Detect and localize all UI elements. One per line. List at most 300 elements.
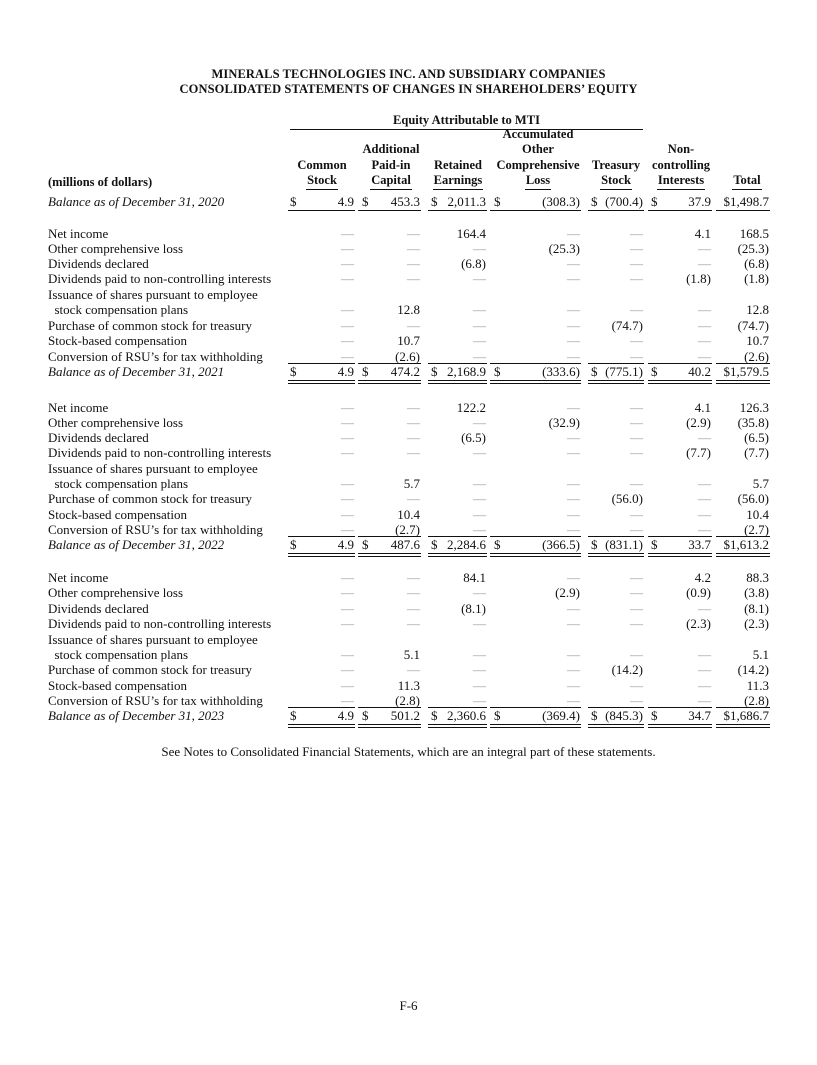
statement-company-title: MINERALS TECHNOLOGIES INC. AND SUBSIDIARY COMPANIES	[211, 67, 606, 81]
total-double-rule	[588, 210, 644, 211]
table-cell: (775.1)	[605, 364, 643, 379]
table-cell: —	[567, 678, 580, 693]
table-cell: (2.6)	[395, 349, 420, 364]
table-cell: —	[630, 226, 643, 241]
table-cell: —	[567, 601, 580, 616]
table-cell: 2,360.6	[447, 708, 486, 723]
table-cell: —	[630, 476, 643, 491]
currency-sign: $	[651, 708, 658, 723]
subtotal-rule	[428, 707, 487, 708]
total-double-rule	[428, 210, 487, 211]
subtotal-rule	[648, 363, 712, 364]
table-cell: (7.7)	[686, 445, 711, 460]
currency-sign: $	[494, 537, 501, 552]
table-cell: —	[630, 522, 643, 537]
balance-row-label: Balance as of December 31, 2023	[48, 708, 225, 723]
currency-sign: $	[591, 194, 598, 209]
table-cell: —	[698, 522, 711, 537]
table-cell: —	[407, 271, 420, 286]
total-double-rule	[490, 210, 581, 211]
table-cell: —	[567, 522, 580, 537]
table-cell: —	[698, 507, 711, 522]
table-cell: —	[698, 256, 711, 271]
subtotal-rule	[428, 536, 487, 537]
row-label: Dividends paid to non-controlling interests	[48, 616, 272, 631]
table-cell: —	[567, 226, 580, 241]
table-cell: —	[341, 241, 354, 256]
table-cell: $1,579.5	[723, 364, 769, 379]
table-cell: —	[473, 616, 486, 631]
currency-sign: $	[362, 537, 369, 552]
table-cell: 2,284.6	[447, 537, 486, 552]
total-double-rule	[716, 724, 770, 728]
table-cell: (2.8)	[744, 693, 769, 708]
table-cell: —	[567, 445, 580, 460]
currency-sign: $	[494, 708, 501, 723]
total-double-rule	[716, 553, 770, 557]
column-header	[413, 128, 503, 190]
units-label: (millions of dollars)	[48, 175, 153, 189]
table-cell: —	[630, 678, 643, 693]
table-cell: —	[473, 445, 486, 460]
statement-title: CONSOLIDATED STATEMENTS OF CHANGES IN SHAREHOLDERS’ EQUITY	[179, 82, 638, 96]
table-cell: —	[407, 226, 420, 241]
subtotal-rule	[358, 707, 421, 708]
table-cell: —	[341, 693, 354, 708]
currency-sign: $	[290, 194, 297, 209]
total-double-rule	[288, 210, 355, 211]
column-header-line: Additional	[362, 142, 420, 157]
column-header-line: Earnings	[433, 173, 484, 190]
total-double-rule	[288, 553, 355, 557]
row-label: Stock-based compensation	[48, 333, 187, 348]
row-label: Issuance of shares pursuant to employee	[48, 287, 258, 302]
table-cell: —	[567, 333, 580, 348]
table-cell: —	[341, 318, 354, 333]
column-header-line: controlling	[651, 157, 711, 172]
table-cell: —	[630, 302, 643, 317]
table-cell: —	[473, 333, 486, 348]
table-cell: —	[567, 507, 580, 522]
row-label: Net income	[48, 400, 109, 415]
table-cell: 11.3	[746, 678, 769, 693]
table-cell: —	[630, 256, 643, 271]
table-cell: 33.7	[688, 537, 711, 552]
column-header-line: Non-	[667, 142, 695, 157]
table-cell: 5.7	[403, 476, 420, 491]
table-cell: 10.7	[397, 333, 420, 348]
page-number: F-6	[399, 998, 418, 1013]
table-cell: 34.7	[688, 708, 711, 723]
table-cell: —	[630, 349, 643, 364]
table-cell: 2,011.3	[447, 194, 486, 209]
table-cell: —	[407, 241, 420, 256]
table-cell: —	[698, 662, 711, 677]
total-double-rule	[716, 380, 770, 384]
total-double-rule	[288, 724, 355, 728]
table-cell: $1,686.7	[723, 708, 769, 723]
total-double-rule	[428, 553, 487, 557]
table-cell: —	[341, 678, 354, 693]
table-cell: —	[473, 522, 486, 537]
table-cell: —	[407, 616, 420, 631]
subtotal-rule	[716, 363, 770, 364]
row-label: Other comprehensive loss	[48, 415, 184, 430]
table-cell: —	[341, 585, 354, 600]
table-cell: 12.8	[746, 302, 769, 317]
column-header	[702, 128, 792, 190]
row-label: Issuance of shares pursuant to employee	[48, 632, 258, 647]
table-cell: —	[630, 271, 643, 286]
table-cell: (6.5)	[461, 430, 486, 445]
table-cell: —	[630, 570, 643, 585]
table-cell: —	[473, 349, 486, 364]
column-header-line: Interests	[657, 173, 705, 190]
table-cell: —	[630, 616, 643, 631]
table-cell: (14.2)	[737, 662, 769, 677]
table-cell: (366.5)	[542, 537, 580, 552]
table-cell: 487.6	[390, 537, 420, 552]
table-cell: 40.2	[688, 364, 711, 379]
table-cell: —	[341, 476, 354, 491]
column-header-line: Loss	[525, 173, 551, 190]
table-cell: (7.7)	[744, 445, 769, 460]
row-label: Other comprehensive loss	[48, 585, 184, 600]
table-cell: —	[407, 570, 420, 585]
total-double-rule	[358, 724, 421, 728]
total-double-rule	[648, 724, 712, 728]
currency-sign: $	[290, 364, 297, 379]
table-cell: 501.2	[390, 708, 420, 723]
total-double-rule	[490, 380, 581, 384]
table-cell: —	[341, 601, 354, 616]
table-cell: —	[698, 647, 711, 662]
table-cell: (25.3)	[737, 241, 769, 256]
subtotal-rule	[648, 536, 712, 537]
balance-row-label: Balance as of December 31, 2020	[48, 194, 225, 209]
column-header-line: Retained	[434, 157, 482, 172]
total-double-rule	[358, 553, 421, 557]
currency-sign: $	[494, 364, 501, 379]
table-cell: 164.4	[456, 226, 486, 241]
total-double-rule	[648, 380, 712, 384]
table-cell: —	[630, 693, 643, 708]
table-cell: —	[407, 415, 420, 430]
currency-sign: $	[362, 194, 369, 209]
table-cell: (6.8)	[744, 256, 769, 271]
row-label: stock compensation plans	[48, 302, 189, 317]
table-cell: (333.6)	[542, 364, 580, 379]
table-cell: (56.0)	[737, 491, 769, 506]
total-double-rule	[588, 553, 644, 557]
table-cell: —	[567, 271, 580, 286]
table-cell: 126.3	[739, 400, 769, 415]
table-cell: —	[341, 333, 354, 348]
table-cell: —	[341, 647, 354, 662]
table-cell: (1.8)	[744, 271, 769, 286]
table-cell: 4.9	[337, 364, 354, 379]
table-cell: —	[341, 507, 354, 522]
row-label: Conversion of RSU’s for tax withholding	[48, 522, 263, 537]
equity-group-header: Equity Attributable to MTI	[290, 113, 643, 130]
table-cell: 5.1	[752, 647, 769, 662]
table-cell: —	[473, 585, 486, 600]
table-cell: (2.6)	[744, 349, 769, 364]
table-cell: —	[407, 256, 420, 271]
total-double-rule	[428, 380, 487, 384]
table-cell: 12.8	[397, 302, 420, 317]
table-cell: (2.9)	[686, 415, 711, 430]
total-double-rule	[588, 724, 644, 728]
subtotal-rule	[716, 707, 770, 708]
table-cell: 84.1	[463, 570, 486, 585]
table-cell: —	[407, 430, 420, 445]
table-cell: (74.7)	[737, 318, 769, 333]
table-cell: (0.9)	[686, 585, 711, 600]
currency-sign: $	[651, 537, 658, 552]
table-cell: (6.8)	[461, 256, 486, 271]
total-double-rule	[428, 724, 487, 728]
table-cell: —	[567, 616, 580, 631]
column-header-line: Comprehensive	[496, 157, 580, 172]
currency-sign: $	[362, 364, 369, 379]
total-double-rule	[648, 210, 712, 211]
table-cell: —	[698, 333, 711, 348]
row-label: Other comprehensive loss	[48, 241, 184, 256]
row-label: Net income	[48, 226, 109, 241]
table-cell: —	[341, 400, 354, 415]
table-cell: —	[341, 271, 354, 286]
table-cell: —	[698, 241, 711, 256]
subtotal-rule	[288, 707, 355, 708]
table-cell: —	[567, 256, 580, 271]
row-label: Stock-based compensation	[48, 678, 187, 693]
row-label: stock compensation plans	[48, 647, 189, 662]
subtotal-rule	[648, 707, 712, 708]
table-cell: 4.9	[337, 537, 354, 552]
row-label: Conversion of RSU’s for tax withholding	[48, 693, 263, 708]
total-double-rule	[358, 380, 421, 384]
table-cell: (14.2)	[611, 662, 643, 677]
table-cell: —	[341, 415, 354, 430]
table-cell: $1,498.7	[723, 194, 769, 209]
table-cell: —	[341, 616, 354, 631]
table-cell: 4.1	[694, 226, 711, 241]
table-cell: —	[407, 491, 420, 506]
table-cell: —	[698, 430, 711, 445]
currency-sign: $	[591, 537, 598, 552]
table-cell: —	[630, 241, 643, 256]
subtotal-rule	[288, 536, 355, 537]
table-cell: —	[473, 415, 486, 430]
table-cell: —	[567, 491, 580, 506]
table-cell: 37.9	[688, 194, 711, 209]
table-cell: —	[473, 507, 486, 522]
table-cell: —	[630, 430, 643, 445]
table-cell: —	[341, 302, 354, 317]
table-cell: (2.9)	[555, 585, 580, 600]
table-cell: (74.7)	[611, 318, 643, 333]
table-cell: —	[473, 662, 486, 677]
column-header-line: Accumulated	[502, 126, 574, 141]
table-cell: —	[341, 662, 354, 677]
table-cell: —	[630, 400, 643, 415]
footnote: See Notes to Consolidated Financial Statements, which are an integral part of these statements.	[161, 744, 656, 759]
currency-sign: $	[290, 708, 297, 723]
subtotal-rule	[428, 363, 487, 364]
table-cell: —	[698, 601, 711, 616]
currency-sign: $	[431, 364, 438, 379]
table-cell: (308.3)	[542, 194, 580, 209]
table-cell: —	[630, 445, 643, 460]
table-cell: —	[698, 349, 711, 364]
table-cell: 4.1	[694, 400, 711, 415]
table-cell: (845.3)	[605, 708, 643, 723]
column-header-line: Total	[732, 173, 761, 190]
table-cell: —	[473, 476, 486, 491]
row-label: Purchase of common stock for treasury	[48, 662, 252, 677]
row-label: Issuance of shares pursuant to employee	[48, 461, 258, 476]
table-cell: —	[567, 662, 580, 677]
total-double-rule	[490, 553, 581, 557]
table-cell: —	[341, 226, 354, 241]
total-double-rule	[588, 380, 644, 384]
table-cell: —	[567, 318, 580, 333]
table-cell: 10.7	[746, 333, 769, 348]
table-cell: 453.3	[390, 194, 420, 209]
table-cell: (700.4)	[605, 194, 643, 209]
table-cell: 5.7	[752, 476, 769, 491]
table-cell: —	[567, 647, 580, 662]
table-cell: —	[473, 302, 486, 317]
table-cell: —	[407, 585, 420, 600]
table-cell: 4.2	[694, 570, 711, 585]
total-double-rule	[288, 380, 355, 384]
table-cell: —	[630, 647, 643, 662]
row-label: Purchase of common stock for treasury	[48, 491, 252, 506]
table-cell: —	[698, 678, 711, 693]
table-cell: —	[698, 693, 711, 708]
subtotal-rule	[716, 536, 770, 537]
row-label: Conversion of RSU’s for tax withholding	[48, 349, 263, 364]
subtotal-rule	[490, 363, 581, 364]
row-label: Dividends paid to non-controlling interests	[48, 271, 272, 286]
table-cell: —	[567, 430, 580, 445]
table-cell: —	[630, 585, 643, 600]
table-cell: —	[473, 491, 486, 506]
row-label: Dividends paid to non-controlling interests	[48, 445, 272, 460]
table-cell: (6.5)	[744, 430, 769, 445]
table-cell: (25.3)	[548, 241, 580, 256]
total-double-rule	[716, 210, 770, 211]
currency-sign: $	[431, 708, 438, 723]
table-cell: 474.2	[390, 364, 420, 379]
table-cell: (2.3)	[744, 616, 769, 631]
table-cell: —	[567, 476, 580, 491]
table-cell: —	[341, 256, 354, 271]
table-cell: (3.8)	[744, 585, 769, 600]
table-cell: 4.9	[337, 708, 354, 723]
row-label: Purchase of common stock for treasury	[48, 318, 252, 333]
table-cell: (2.3)	[686, 616, 711, 631]
currency-sign: $	[362, 708, 369, 723]
table-cell: (35.8)	[737, 415, 769, 430]
table-cell: (2.7)	[744, 522, 769, 537]
table-cell: —	[630, 601, 643, 616]
table-cell: —	[630, 415, 643, 430]
table-cell: (8.1)	[744, 601, 769, 616]
table-cell: —	[473, 318, 486, 333]
table-cell: —	[473, 271, 486, 286]
table-cell: —	[698, 491, 711, 506]
row-label: Dividends declared	[48, 256, 149, 271]
column-header-line: Common	[297, 157, 347, 172]
table-cell: (8.1)	[461, 601, 486, 616]
subtotal-rule	[588, 536, 644, 537]
currency-sign: $	[651, 364, 658, 379]
subtotal-rule	[588, 707, 644, 708]
subtotal-rule	[490, 707, 581, 708]
table-cell: —	[473, 693, 486, 708]
currency-sign: $	[290, 537, 297, 552]
table-cell: —	[407, 400, 420, 415]
table-cell: (1.8)	[686, 271, 711, 286]
column-header-line: Treasury	[591, 157, 641, 172]
table-cell: (831.1)	[605, 537, 643, 552]
subtotal-rule	[588, 363, 644, 364]
table-cell: —	[567, 302, 580, 317]
table-cell: (56.0)	[611, 491, 643, 506]
row-label: Dividends declared	[48, 430, 149, 445]
table-cell: 11.3	[397, 678, 420, 693]
table-cell: —	[341, 349, 354, 364]
table-cell: —	[698, 476, 711, 491]
total-double-rule	[648, 553, 712, 557]
balance-row-label: Balance as of December 31, 2021	[48, 364, 225, 379]
row-label: Net income	[48, 570, 109, 585]
table-cell: —	[630, 507, 643, 522]
currency-sign: $	[651, 194, 658, 209]
column-header-line: Stock	[306, 173, 338, 190]
column-header-line: Other	[522, 142, 554, 157]
currency-sign: $	[494, 194, 501, 209]
currency-sign: $	[591, 364, 598, 379]
table-cell: 5.1	[403, 647, 420, 662]
table-cell: 4.9	[337, 194, 354, 209]
table-cell: —	[698, 318, 711, 333]
table-cell: 122.2	[456, 400, 486, 415]
row-label: Dividends declared	[48, 601, 149, 616]
total-double-rule	[358, 210, 421, 211]
table-cell: —	[341, 430, 354, 445]
table-cell: —	[473, 241, 486, 256]
table-cell: —	[407, 601, 420, 616]
table-cell: (2.7)	[395, 522, 420, 537]
subtotal-rule	[490, 536, 581, 537]
table-cell: 168.5	[739, 226, 769, 241]
balance-row-label: Balance as of December 31, 2022	[48, 537, 225, 552]
table-cell: —	[567, 570, 580, 585]
table-cell: —	[407, 445, 420, 460]
subtotal-rule	[288, 363, 355, 364]
column-header-line: Stock	[600, 173, 632, 190]
subtotal-rule	[358, 536, 421, 537]
column-header	[493, 128, 583, 190]
table-cell: —	[473, 647, 486, 662]
table-cell: —	[341, 570, 354, 585]
subtotal-rule	[358, 363, 421, 364]
table-cell: 10.4	[397, 507, 420, 522]
